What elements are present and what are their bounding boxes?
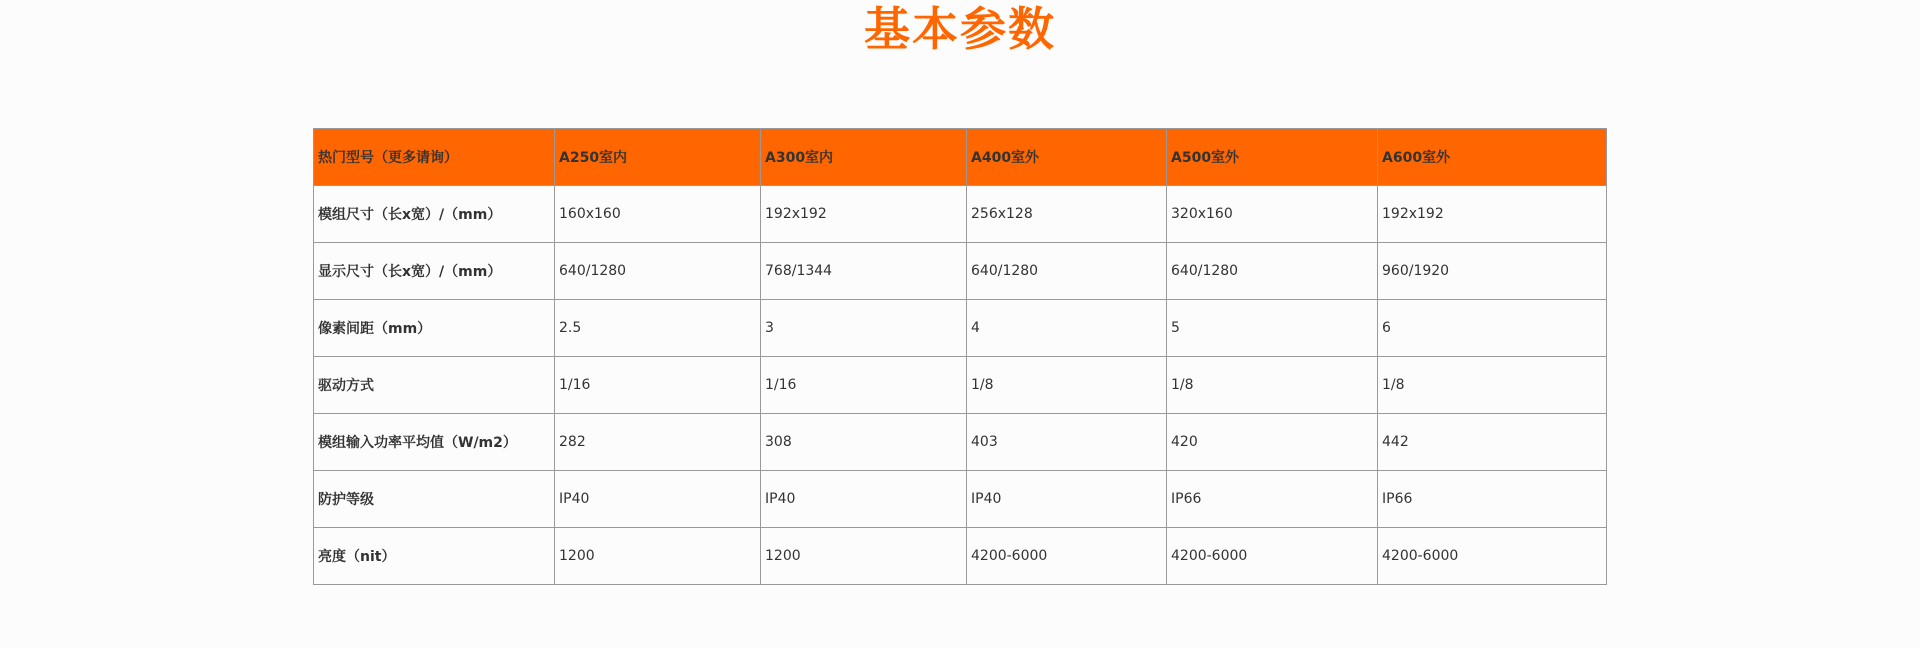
table-row-protection-rating (314, 471, 1607, 528)
table-cell: IP40 (555, 471, 761, 528)
table-cell: 1/8 (1378, 357, 1607, 414)
table-row-brightness (314, 528, 1607, 585)
table-cell: 256x128 (967, 186, 1167, 243)
header-cell-model-a250: A250室内 (555, 129, 761, 186)
header-cell-model-a600: A600室外 (1378, 129, 1607, 186)
table-cell: 2.5 (555, 300, 761, 357)
table-cell: 1/8 (967, 357, 1167, 414)
spec-table (313, 128, 1607, 585)
table-cell: 442 (1378, 414, 1607, 471)
table-cell: 3 (761, 300, 967, 357)
table-cell: 192x192 (761, 186, 967, 243)
row-label-drive-method: 驱动方式 (314, 357, 555, 414)
row-label-module-size: 模组尺寸（长x宽）/（mm） (314, 186, 555, 243)
table-cell: 768/1344 (761, 243, 967, 300)
table-cell: 282 (555, 414, 761, 471)
table-cell: 4200-6000 (967, 528, 1167, 585)
table-cell: 320x160 (1167, 186, 1378, 243)
table-cell: IP40 (761, 471, 967, 528)
row-label-input-power: 模组输入功率平均值（W/m2） (314, 414, 555, 471)
header-cell-model-a300: A300室内 (761, 129, 967, 186)
table-cell: 160x160 (555, 186, 761, 243)
table-row-display-size (314, 243, 1607, 300)
row-label-pixel-pitch: 像素间距（mm） (314, 300, 555, 357)
table-cell: 640/1280 (1167, 243, 1378, 300)
table-cell: 640/1280 (555, 243, 761, 300)
table-cell: IP40 (967, 471, 1167, 528)
table-row-drive-method (314, 357, 1607, 414)
row-label-brightness: 亮度（nit） (314, 528, 555, 585)
table-cell: 1/8 (1167, 357, 1378, 414)
table-cell: 1/16 (555, 357, 761, 414)
table-cell: 192x192 (1378, 186, 1607, 243)
row-label-display-size: 显示尺寸（长x宽）/（mm） (314, 243, 555, 300)
table-cell: 640/1280 (967, 243, 1167, 300)
table-cell: 308 (761, 414, 967, 471)
table-cell: IP66 (1378, 471, 1607, 528)
row-label-protection-rating: 防护等级 (314, 471, 555, 528)
table-header-row (314, 129, 1607, 186)
table-row-pixel-pitch (314, 300, 1607, 357)
table-cell: 6 (1378, 300, 1607, 357)
table-cell: IP66 (1167, 471, 1378, 528)
table-cell: 420 (1167, 414, 1378, 471)
table-row-module-size (314, 186, 1607, 243)
table-row-input-power (314, 414, 1607, 471)
table-cell: 5 (1167, 300, 1378, 357)
table-cell: 403 (967, 414, 1167, 471)
table-cell: 4200-6000 (1378, 528, 1607, 585)
header-cell-model-a400: A400室外 (967, 129, 1167, 186)
table-cell: 1/16 (761, 357, 967, 414)
table-cell: 4200-6000 (1167, 528, 1378, 585)
page-title: 基本参数 (864, 2, 1056, 56)
table-cell: 960/1920 (1378, 243, 1607, 300)
header-cell-model-label: 热门型号（更多请询） (314, 129, 555, 186)
table-cell: 4 (967, 300, 1167, 357)
table-cell: 1200 (555, 528, 761, 585)
header-cell-model-a500: A500室外 (1167, 129, 1378, 186)
table-cell: 1200 (761, 528, 967, 585)
